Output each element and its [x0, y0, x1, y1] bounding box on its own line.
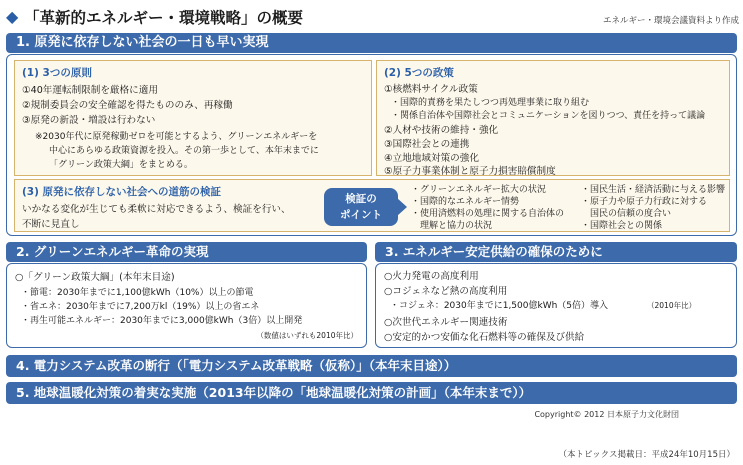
verification-points-badge	[324, 188, 398, 226]
point-item: ・グリーンエネルギー拡大の状況	[411, 185, 546, 195]
section-2-line: ・再生可能エネルギー：2030年までに3,000億kWh（3倍）以上開発	[21, 316, 303, 326]
section-3-header: 3. エネルギー安定供給の確保のために	[375, 242, 737, 262]
point-item: ・国際的なエネルギー情勢	[411, 197, 520, 207]
section-3-line: ○安定的かつ安価な化石燃料等の確保及び供給	[384, 332, 585, 343]
verification-heading: (3) 原発に依存しない社会への道筋の検証	[22, 186, 222, 198]
policy-item: ⑤原子力事業体制と原子力損害賠償制度	[384, 166, 556, 177]
section-3-inline-note: （2010年比）	[647, 301, 697, 310]
policies-panel	[376, 60, 730, 176]
verification-body-line: 不断に見直し	[22, 219, 80, 230]
point-item: ・原子力や原子力行政に対する	[581, 197, 708, 207]
arrow-right-icon	[397, 198, 407, 216]
source-note: エネルギー・環境会議資料より作成	[602, 16, 739, 26]
footer-date: （本トピックス掲載日：平成24年10月15日）	[558, 450, 735, 460]
copyright: Copyright© 2012 日本原子力文化財団	[534, 410, 679, 419]
point-item: ・使用済燃料の処理に関する自治体の	[411, 209, 565, 219]
section-2-line: ・節電：2030年までに1,100億kWh（10%）以上の節電	[21, 288, 254, 298]
badge-line: 検証の	[345, 193, 377, 205]
section-2-header: 2. グリーンエネルギー革命の実現	[6, 242, 367, 262]
policy-item: ④立地地域対策の強化	[384, 153, 479, 164]
section-2-note: （数値はいずれも2010年比）	[256, 331, 358, 340]
point-item: 理解と協力の状況	[411, 221, 493, 231]
principle-item: ③原発の新設・増設は行わない	[22, 115, 156, 126]
section-3-panel	[375, 263, 737, 348]
point-item: ・国民生活・経済活動に与える影響	[581, 185, 726, 195]
section-3-line: ○火力発電の高度利用	[384, 271, 479, 282]
principle-note-line: 中心にあらゆる政策資源を投入。その第一歩として、本年末までに	[49, 146, 319, 156]
point-item: ・国際社会との関係	[581, 221, 663, 231]
policy-subitem: ・国際的責務を果たしつつ再処理事業に取り組む	[391, 98, 590, 108]
page-title: 「革新的エネルギー・環境戦略」の概要	[24, 9, 304, 27]
section-1-panel	[6, 54, 737, 236]
principle-item: ①40年運転制限制を厳格に適用	[22, 85, 158, 96]
principle-item: ②規制委員会の安全確認を得たもののみ、再稼働	[22, 100, 233, 111]
policy-item: ②人材や技術の維持・強化	[384, 125, 499, 136]
badge-line: ポイント	[340, 209, 382, 221]
policy-item: ①核燃料サイクル政策	[384, 84, 478, 95]
section-4-header: 4. 電力システム改革の断行（「電力システム改革戦略（仮称）」（本年末目途））	[6, 355, 737, 377]
section-3-line: ○次世代エネルギー関連技術	[384, 317, 508, 328]
policies-heading: (2) 5つの政策	[384, 67, 454, 79]
section-2-line: ・省エネ：2030年までに7,200万kl（19%）以上の省エネ	[21, 302, 260, 312]
section-5-header: 5. 地球温暖化対策の着実な実施（2013年以降の「地球温暖化対策の計画」（本年末まで））	[6, 382, 737, 404]
diamond-icon: ◆	[6, 7, 19, 26]
principle-note-line: 「グリーン政策大綱」をまとめる。	[49, 160, 193, 170]
section-1-header: 1. 原発に依存しない社会の一日も早い実現	[6, 33, 737, 53]
policy-subitem: ・関係自治体や国際社会とコミュニケーションを図りつつ、責任を持って議論	[391, 111, 706, 121]
section-3-line: ○コジェネなど熱の高度利用	[384, 286, 508, 297]
title-row	[6, 4, 739, 28]
principles-panel	[14, 60, 372, 176]
section-2-line: ○「グリーン政策大綱」(本年末目途)	[15, 272, 175, 283]
section-2-panel	[6, 263, 367, 348]
principles-heading: (1) 3つの原則	[22, 67, 92, 79]
verification-panel	[14, 179, 730, 232]
policy-item: ③国際社会との連携	[384, 139, 470, 150]
section-3-line: ・コジェネ：2030年までに1,500億kWh（5倍）導入	[390, 301, 609, 311]
principle-note-line: ※2030年代に原発稼動ゼロを可能とするよう、グリーンエネルギーを	[35, 132, 318, 142]
verification-body-line: いかなる変化が生じても柔軟に対応できるよう、検証を行い、	[22, 204, 291, 215]
point-item: 国民の信頼の度合い	[581, 209, 672, 219]
